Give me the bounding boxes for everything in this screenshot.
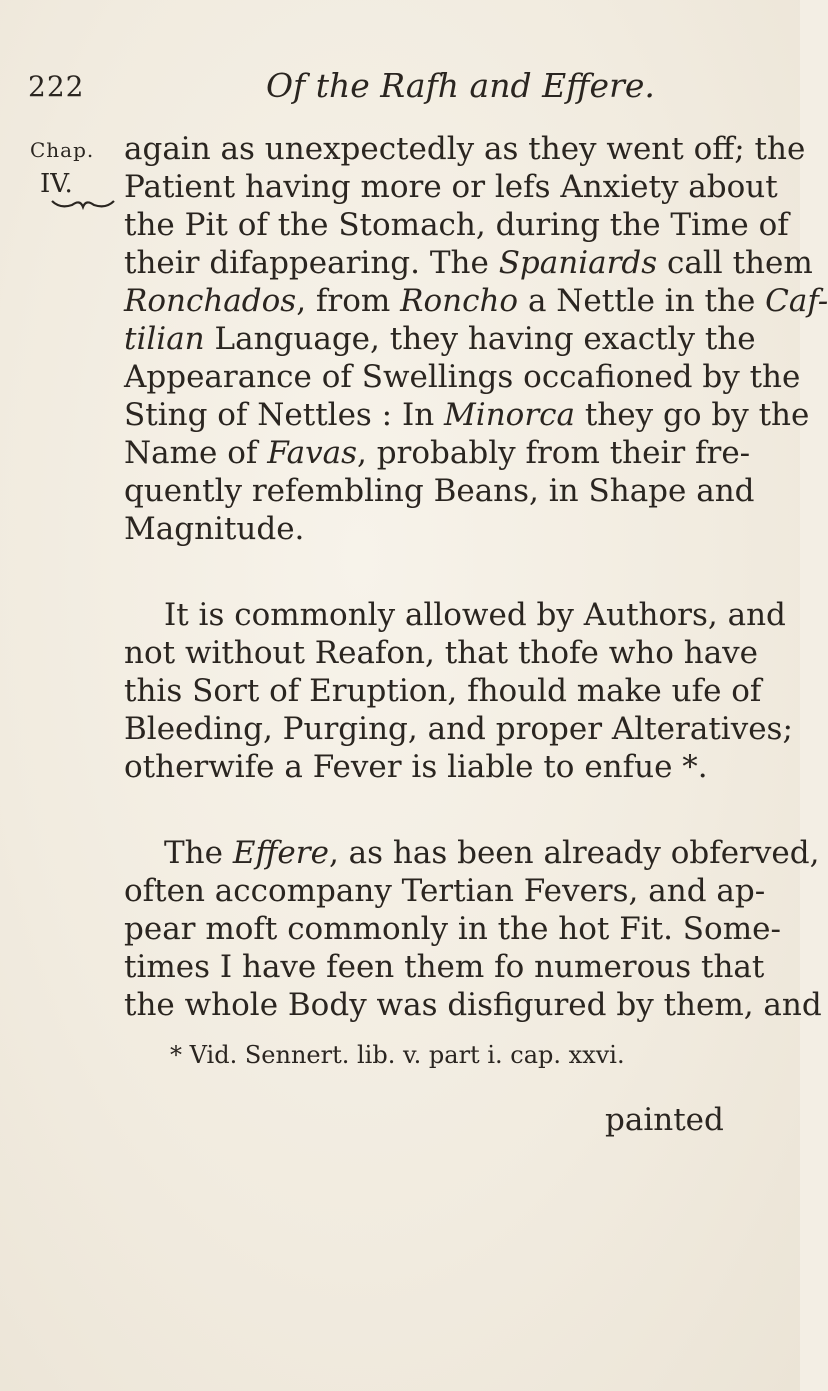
- italic-term: Roncho: [400, 283, 519, 319]
- text-line: [124, 433, 750, 473]
- italic-term: Minorca: [444, 397, 575, 433]
- bracket-ornament: [50, 197, 116, 211]
- text-line: [124, 243, 813, 283]
- chapter-number: IV.: [40, 169, 73, 199]
- text-span: they go by the: [575, 397, 810, 433]
- chapter-word: Chap.: [30, 138, 95, 162]
- italic-term: Effere: [232, 835, 329, 871]
- text-span: Sting of Nettles : In: [124, 397, 445, 433]
- text-span: a Nettle in the: [518, 283, 766, 319]
- text-line: Appearance of Swellings occafioned by the: [124, 359, 801, 395]
- text-line: Magnitude.: [124, 511, 305, 547]
- text-line: the Pit of the Stomach, during the Time of: [124, 207, 789, 243]
- text-span: , as has been already obferved,: [328, 835, 820, 871]
- italic-term: Favas: [267, 435, 357, 471]
- text-line: quently refembling Beans, in Shape and: [124, 473, 755, 509]
- page-header: [0, 66, 800, 110]
- text-line: again as unexpectedly as they went off; the: [124, 131, 806, 167]
- text-line: [124, 319, 756, 359]
- text-line: [124, 395, 809, 435]
- text-line: Patient having more or lefs Anxiety about: [124, 169, 778, 205]
- text-line: often accompany Tertian Fevers, and ap-: [124, 873, 766, 909]
- italic-term: tilian: [124, 321, 205, 357]
- footnote: * Vid. Sennert. lib. v. part i. cap. xxvi.: [170, 1041, 625, 1069]
- text-line: [124, 281, 828, 321]
- text-span: Language, they having exactly the: [204, 321, 756, 357]
- text-span: their difappearing. The: [124, 245, 499, 281]
- page-number: 222: [28, 70, 85, 103]
- text-span: Name of: [124, 435, 268, 471]
- text-line: the whole Body was disfigured by them, and: [124, 987, 822, 1023]
- text-line: this Sort of Eruption, fhould make ufe of: [124, 673, 762, 709]
- text-line: pear moft commonly in the hot Fit. Some-: [124, 911, 781, 947]
- text-line: times I have feen them fo numerous that: [124, 949, 765, 985]
- text-line: It is commonly allowed by Authors, and: [164, 597, 786, 633]
- catchword: painted: [605, 1102, 724, 1138]
- text-span: , probably from their fre-: [357, 435, 751, 471]
- italic-term: Spaniards: [498, 245, 658, 281]
- running-title: Of the Rafh and Effere.: [266, 66, 655, 105]
- italic-term: Caf-: [765, 283, 828, 319]
- italic-term: Ronchados: [124, 283, 297, 319]
- text-span: call them: [657, 245, 813, 281]
- text-line: otherwife a Fever is liable to enfue *.: [124, 749, 708, 785]
- text-line: Bleeding, Purging, and proper Alteratives;: [124, 711, 793, 747]
- text-line: [164, 833, 819, 873]
- text-span: , from: [296, 283, 401, 319]
- text-span: The: [164, 835, 233, 871]
- text-line: not without Reafon, that thofe who have: [124, 635, 759, 671]
